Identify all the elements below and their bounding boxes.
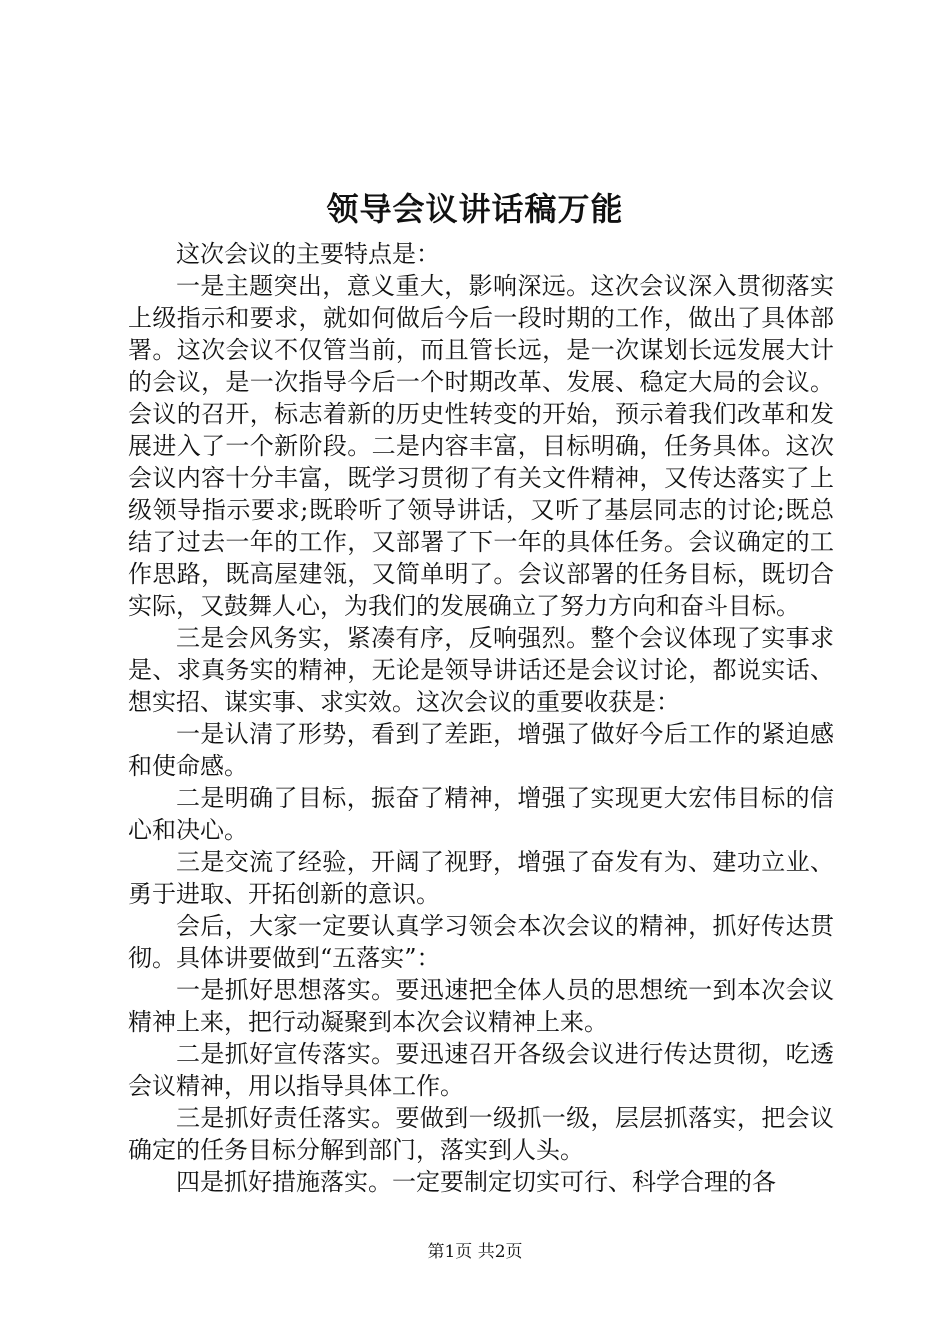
paragraph: 三是交流了经验，开阔了视野，增强了奋发有为、建功立业、勇于进取、开拓创新的意识。 [128,848,834,908]
paragraph: 会后，大家一定要认真学习领会本次会议的精神，抓好传达贯彻。具体讲要做到“五落实”： [128,912,834,972]
paragraph: 四是抓好措施落实。一定要制定切实可行、科学合理的各 [176,1168,776,1196]
document-title: 领导会议讲话稿万能 [326,190,624,228]
paragraph: 三是抓好责任落实。要做到一级抓一级，层层抓落实，把会议确定的任务目标分解到部门，落实到人头。 [128,1104,834,1164]
paragraph: 一是主题突出，意义重大，影响深远。这次会议深入贯彻落实上级指示和要求，就如何做后今后一段时期的工作，做出了具体部署。这次会议不仅管当前，而且管长远，是一次谋划长远发展大计的会议，是一次指导今后一个时期改革、发展、稳定大局的会议。会议的召开，标志着新的历史性转变的开始，预示着我们改革和发展进入了一个新阶段。二是内容丰富，目标明确，任务具体。这次会议内容十分丰富，既学习贯彻了有关文件精神，又传达落实了上级领导指示要求;既聆听了领导讲话，又听了基层同志的讨论;既总结了过去一年的工作，又部署了下一年的具体任务。会议确定的工作思路，既高屋建瓴，又简单明了。会议部署的任务目标，既切合实际，又鼓舞人心，为我们的发展确立了努力方向和奋斗目标。 [128,272,834,620]
paragraph: 一是抓好思想落实。要迅速把全体人员的思想统一到本次会议精神上来，把行动凝聚到本次会议精神上来。 [128,976,834,1036]
paragraph: 三是会风务实，紧凑有序，反响强烈。整个会议体现了实事求是、求真务实的精神，无论是领导讲话还是会议讨论，都说实话、想实招、谋实事、求实效。这次会议的重要收获是： [128,624,834,716]
paragraph: 二是明确了目标，振奋了精神，增强了实现更大宏伟目标的信心和决心。 [128,784,834,844]
document-body [128,238,834,1198]
page-footer: 第1页 共2页 [427,1242,523,1262]
paragraph: 二是抓好宣传落实。要迅速召开各级会议进行传达贯彻，吃透会议精神，用以指导具体工作。 [128,1040,834,1100]
paragraph: 这次会议的主要特点是： [176,240,440,268]
paragraph: 一是认清了形势，看到了差距，增强了做好今后工作的紧迫感和使命感。 [128,720,834,780]
